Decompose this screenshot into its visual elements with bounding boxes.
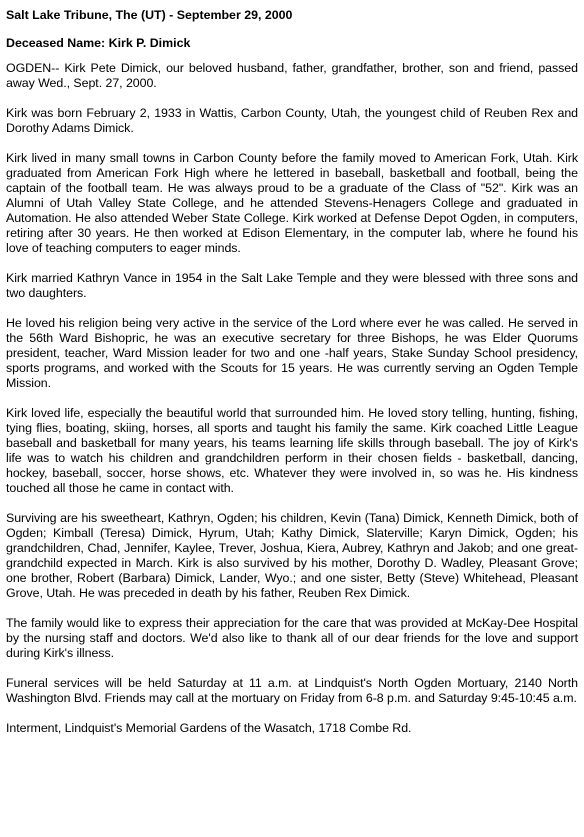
paragraph-education-career: Kirk lived in many small towns in Carbon County before the family moved to American Fork, Utah. Kirk graduated from American Fork High where he lettered in baseball, basketball and football, being the captain of the football team. He was always proud to be a graduate of the Class of "52". Kirk was an Alumni of Utah Valley State College, and he attended Stevens-Henagers College and graduated in Automation. He also attended Weber State College. Kirk worked at Defense Depot Ogden, in computers, retiring after 30 years. He then worked at Edison Elementary, in the computer lab, where he found his love of teaching computers to eager minds.	[6, 151, 578, 255]
obituary-body	[6, 61, 578, 736]
paragraph-appreciation: The family would like to express their appreciation for the care that was provided at McKay-Dee Hospital by the nursing staff and doctors. We'd also like to thank all of our dear friends for the love and support during Kirk's illness.	[6, 616, 578, 660]
paragraph-religion: He loved his religion being very active in the service of the Lord where ever he was called. He served in the 56th Ward Bishopric, he was an executive secretary for three Bishops, he was Elder Quorums president, teacher, Ward Mission leader for two and one -half years, Stake Sunday School presidency, sports programs, and worked with the Scouts for 15 years. He was currently serving an Ogden Temple Mission.	[6, 316, 578, 390]
paragraph-survivors: Surviving are his sweetheart, Kathryn, Ogden; his children, Kevin (Tana) Dimick, Kenneth Dimick, both of Ogden; Kimball (Teresa) Dimick, Hyrum, Utah; Kathy Dimick, Slaterville; Karyn Dimick, Ogden; his grandchildren, Chad, Jennifer, Kaylee, Trever, Joshua, Kiera, Aubrey, Kathryn and Jakob; and one great-grandchild expected in March. Kirk is also survived by his mother, Dorothy D. Wadley, Pleasant Grove; one brother, Robert (Barbara) Dimick, Lander, Wyo.; and one sister, Betty (Steve) Whitehead, Pleasant Grove, Utah. He was preceded in death by his father, Reuben Rex Dimick.	[6, 511, 578, 600]
paragraph-announcement: OGDEN-- Kirk Pete Dimick, our beloved husband, father, grandfather, brother, son and friend, passed away Wed., Sept. 27, 2000.	[6, 61, 578, 90]
deceased-name-heading: Deceased Name: Kirk P. Dimick	[6, 36, 191, 50]
paragraph-funeral-services: Funeral services will be held Saturday at 11 a.m. at Lindquist's North Ogden Mortuary, 2140 North Washington Blvd. Friends may call at the mortuary on Friday from 6-8 p.m. and Saturday 9:45-10:45 a.m.	[6, 676, 578, 705]
paragraph-marriage: Kirk married Kathryn Vance in 1954 in the Salt Lake Temple and they were blessed with three sons and two daughters.	[6, 271, 578, 300]
paragraph-birth: Kirk was born February 2, 1933 in Wattis, Carbon County, Utah, the youngest child of Reuben Rex and Dorothy Adams Dimick.	[6, 106, 578, 135]
paragraph-hobbies: Kirk loved life, especially the beautiful world that surrounded him. He loved story telling, hunting, fishing, tying flies, boating, skiing, horses, all sports and taught his family the same. Kirk coached Little League baseball and basketball for many years, his teams learning life skills through baseball. The joy of Kirk's life was to watch his children and grandchildren perform in their chosen fields - basketball, dancing, hockey, baseball, soccer, horse shows, etc. Whatever they were involved in, so was he. His kindness touched all those he came in contact with.	[6, 406, 578, 495]
newspaper-source-line: Salt Lake Tribune, The (UT) - September 29, 2000	[6, 8, 293, 22]
paragraph-interment: Interment, Lindquist's Memorial Gardens of the Wasatch, 1718 Combe Rd.	[6, 721, 412, 735]
